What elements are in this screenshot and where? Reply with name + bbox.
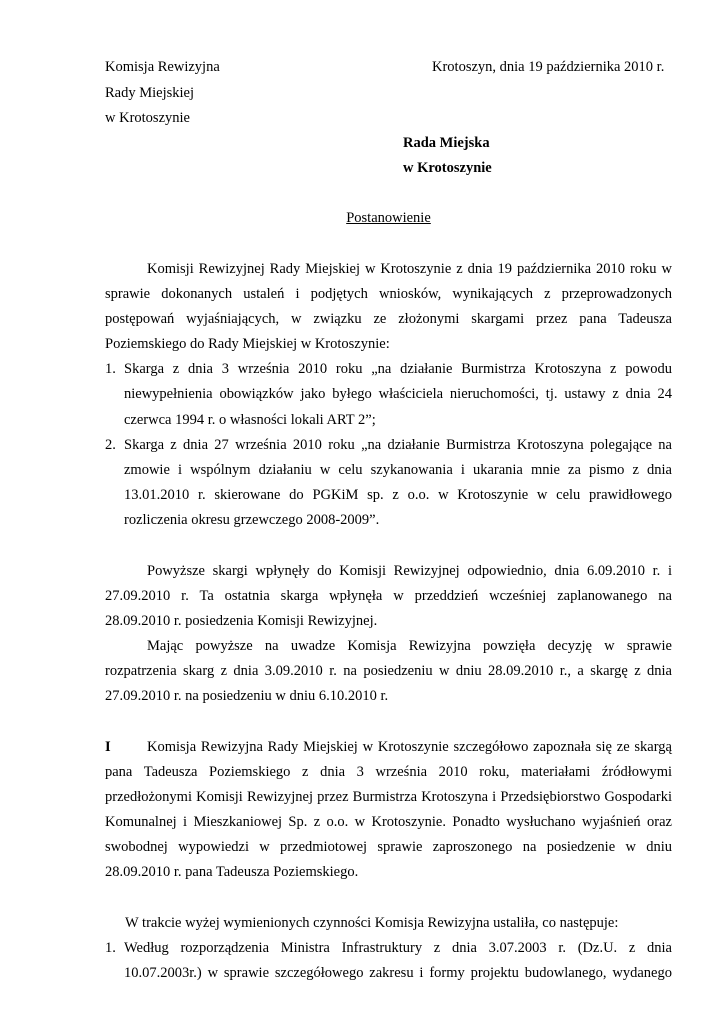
sender-line: Komisja Rewizyjna <box>105 59 220 76</box>
paragraph-line: 27.09.2010 r. na posiedzeniu w dniu 6.10.2010 r. <box>105 688 389 705</box>
recipient-line: w Krotoszynie <box>403 160 492 177</box>
list-item <box>105 357 672 382</box>
list-item-text: czerwca 1994 r. o własności lokali ART 2”; <box>124 411 376 428</box>
list-item-text: zmowie i wspólnym działaniu w celu szykanowania i ukarania mnie za pismo z dnia <box>124 461 672 478</box>
paragraph-line: W trakcie wyżej wymienionych czynności Komisja Rewizyjna ustaliła, co następuje: <box>125 914 619 931</box>
recipient-line: Rada Miejska <box>403 134 490 151</box>
paragraph-line: sprawie dokonanych ustaleń i podjętych wniosków, wynikających z przeprowadzonych <box>105 285 672 302</box>
blank-line <box>105 231 672 256</box>
blank-line <box>105 181 672 206</box>
section-numeral: I <box>105 738 111 755</box>
paragraph-line: swobodnej wypowiedzi w przedmiotowej sprawie zaproszonego na posiedzenie w dniu <box>105 839 672 856</box>
document-title: Postanowienie <box>346 210 431 227</box>
list-item <box>105 433 672 458</box>
list-number: 2. <box>105 436 116 453</box>
sender-line: w Krotoszynie <box>105 109 190 126</box>
paragraph-line: Komunalnej i Mieszkaniowej Sp. z o.o. w Krotoszynie. Ponadto wysłuchano wyjaśnień oraz <box>105 814 672 831</box>
paragraph-line: 28.09.2010 r. posiedzenia Komisji Rewizyjnej. <box>105 612 378 629</box>
title-row <box>105 206 672 231</box>
sender-line: Rady Miejskiej <box>105 84 195 101</box>
list-item-text: 13.01.2010 r. skierowane do PGKiM sp. z o.o. w Krotoszynie w celu prawidłowego <box>124 487 672 504</box>
paragraph-line: rozpatrzenia skarg z dnia 3.09.2010 r. na posiedzeniu w dniu 28.09.2010 r., a skargę z dnia <box>105 663 672 680</box>
place-date: Krotoszyn, dnia 19 października 2010 r. <box>432 59 665 76</box>
paragraph-line: 28.09.2010 r. pana Tadeusza Poziemskiego. <box>105 864 359 881</box>
blank-line <box>105 533 672 558</box>
paragraph-line: Powyższe skargi wpłynęły do Komisji Rewizyjnej odpowiednio, dnia 6.09.2010 r. i <box>147 562 672 579</box>
document-body <box>105 55 672 986</box>
blank-line <box>105 709 672 734</box>
paragraph-line: postępowań wyjaśniających, w związku ze złożonymi skargami przez pana Tadeusza <box>105 310 672 327</box>
paragraph-line: pana Tadeusza Poziemskiego z dnia 3 września 2010 roku, materiałami źródłowymi <box>105 763 672 780</box>
list-item-text: rozliczenia okresu grzewczego 2008-2009”. <box>124 512 380 529</box>
paragraph-line: 27.09.2010 r. Ta ostatnia skarga wpłynęła w przeddzień wcześniej zaplanowanego na <box>105 587 672 604</box>
list-item <box>105 936 672 961</box>
list-item-text: Według rozporządzenia Ministra Infrastruktury z dnia 3.07.2003 r. (Dz.U. z dnia <box>124 939 672 956</box>
paragraph-line: Komisji Rewizyjnej Rady Miejskiej w Krotoszynie z dnia 19 października 2010 roku w <box>147 260 672 277</box>
list-item-text: 10.07.2003r.) w sprawie szczegółowego zakresu i formy projektu budowlanego, wydanego <box>124 965 672 982</box>
paragraph-line: Poziemskiego do Rady Miejskiej w Krotoszynie: <box>105 336 390 353</box>
list-item-text: Skarga z dnia 3 września 2010 roku „na działanie Burmistrza Krotoszyna z powodu <box>124 361 672 378</box>
list-number: 1. <box>105 361 116 378</box>
paragraph-text: Komisja Rewizyjna Rady Miejskiej w Krotoszynie szczegółowo zapoznała się ze skargą <box>147 738 672 755</box>
list-item-text: Skarga z dnia 27 września 2010 roku „na działanie Burmistrza Krotoszyna polegające na <box>124 436 672 453</box>
list-number: 1. <box>105 939 116 956</box>
list-item-text: niewypełnienia obowiązków jako byłego właściciela nieruchomości, tj. ustawy z dnia 24 <box>124 386 672 403</box>
paragraph-line: Mając powyższe na uwadze Komisja Rewizyjna powzięła decyzję w sprawie <box>147 637 672 654</box>
header-row <box>105 55 672 80</box>
blank-line <box>105 886 672 911</box>
paragraph-line: przedłożonymi Komisji Rewizyjnej przez Burmistrza Krotoszyna i Przedsiębiorstwo Gospodarki <box>105 788 672 805</box>
section-heading-line <box>105 735 672 760</box>
